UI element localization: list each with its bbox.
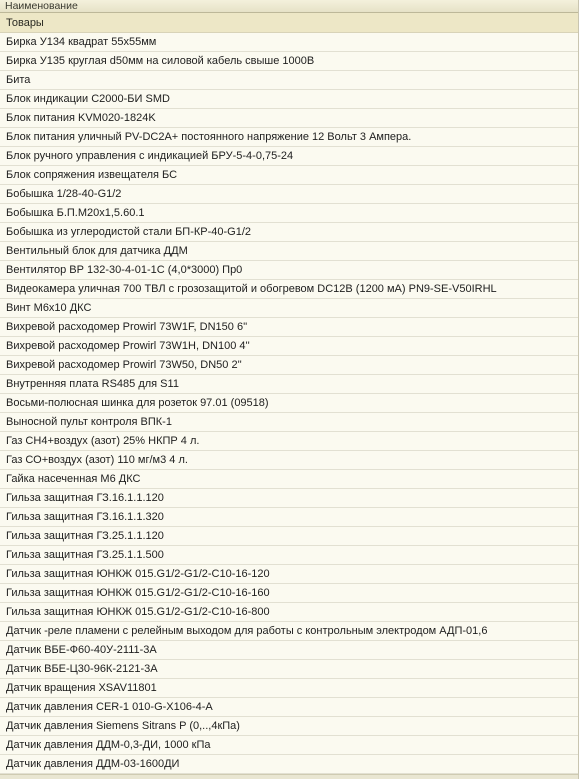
table-row[interactable]: Бобышка Б.П.М20х1,5.60.1 [0,204,578,223]
table-row[interactable]: Вентильный блок для датчика ДДМ [0,242,578,261]
table-row[interactable]: Датчик давления ДДМ-0,3-ДИ, 1000 кПа [0,736,578,755]
table-row[interactable]: Газ СН4+воздух (азот) 25% НКПР 4 л. [0,432,578,451]
table-row[interactable]: Гильза защитная ГЗ.25.1.1.500 [0,546,578,565]
table-row[interactable]: Восьми-полюсная шинка для розеток 97.01 (09518) [0,394,578,413]
column-header-name[interactable]: Наименование [0,0,578,13]
table-row[interactable]: Датчик давления Siemens Sitrans P (0,..,4кПа) [0,717,578,736]
table-row[interactable]: Вихревой расходомер Prowirl 73W1H, DN100 4'' [0,337,578,356]
table-row[interactable]: Бирка У134 квадрат 55х55мм [0,33,578,52]
table-row[interactable]: Датчик -реле пламени с релейным выходом для работы с контрольным электродом АДП-01,6 [0,622,578,641]
table-row[interactable]: Бита [0,71,578,90]
table-row[interactable]: Гильза защитная ЮНКЖ 015.G1/2-G1/2-С10-16-160 [0,584,578,603]
table-row[interactable]: Гильза защитная ЮНКЖ 015.G1/2-G1/2-С10-16-800 [0,603,578,622]
table-row[interactable]: Блок питания KVM020-1824K [0,109,578,128]
table-row[interactable]: Датчик ВБЕ-Ц30-96К-2121-3А [0,660,578,679]
table-row[interactable]: Блок ручного управления с индикацией БРУ-5-4-0,75-24 [0,147,578,166]
table-row[interactable]: Видеокамера уличная 700 ТВЛ с грозозащитой и обогревом DC12В (1200 мА) PN9-SE-V50IRHL [0,280,578,299]
table-row[interactable]: Бобышка из углеродистой стали БП-КР-40-G1/2 [0,223,578,242]
table-row[interactable]: Гильза защитная ГЗ.16.1.1.320 [0,508,578,527]
group-row-goods[interactable]: Товары [0,13,578,33]
table-row[interactable]: Гильза защитная ГЗ.25.1.1.120 [0,527,578,546]
table-row[interactable]: Блок питания уличный PV-DC2A+ постоянного напряжение 12 Вольт 3 Ампера. [0,128,578,147]
table-row[interactable]: Вихревой расходомер Prowirl 73W50, DN50 2'' [0,356,578,375]
table-row[interactable]: Вихревой расходомер Prowirl 73W1F, DN150 6'' [0,318,578,337]
table-row[interactable]: Бобышка 1/28-40-G1/2 [0,185,578,204]
table-row[interactable]: Блок сопряжения извещателя БС [0,166,578,185]
table-row[interactable]: Гайка насеченная М6 ДКС [0,470,578,489]
window-bottom-edge [0,774,578,779]
table-row[interactable]: Винт М6х10 ДКС [0,299,578,318]
table-row[interactable]: Датчик давления CER-1 010-G-X106-4-A [0,698,578,717]
table-row[interactable]: Гильза защитная ЮНКЖ 015.G1/2-G1/2-С10-16-120 [0,565,578,584]
table-row[interactable]: Газ СО+воздух (азот) 110 мг/м3 4 л. [0,451,578,470]
table-row[interactable]: Блок индикации С2000-БИ SMD [0,90,578,109]
table-row[interactable]: Гильза защитная ГЗ.16.1.1.120 [0,489,578,508]
table-row[interactable]: Датчик ВБЕ-Ф60-40У-2111-3А [0,641,578,660]
product-rows [0,33,578,774]
table-row[interactable]: Датчик давления ДДМ-03-1600ДИ [0,755,578,774]
table-row[interactable]: Выносной пульт контроля ВПК-1 [0,413,578,432]
table-row[interactable]: Бирка У135 круглая d50мм на силовой кабель свыше 1000В [0,52,578,71]
table-row[interactable]: Вентилятор ВР 132-30-4-01-1С (4,0*3000) Пр0 [0,261,578,280]
table-row[interactable]: Датчик вращения XSAV11801 [0,679,578,698]
table-row[interactable]: Внутренняя плата RS485 для S11 [0,375,578,394]
